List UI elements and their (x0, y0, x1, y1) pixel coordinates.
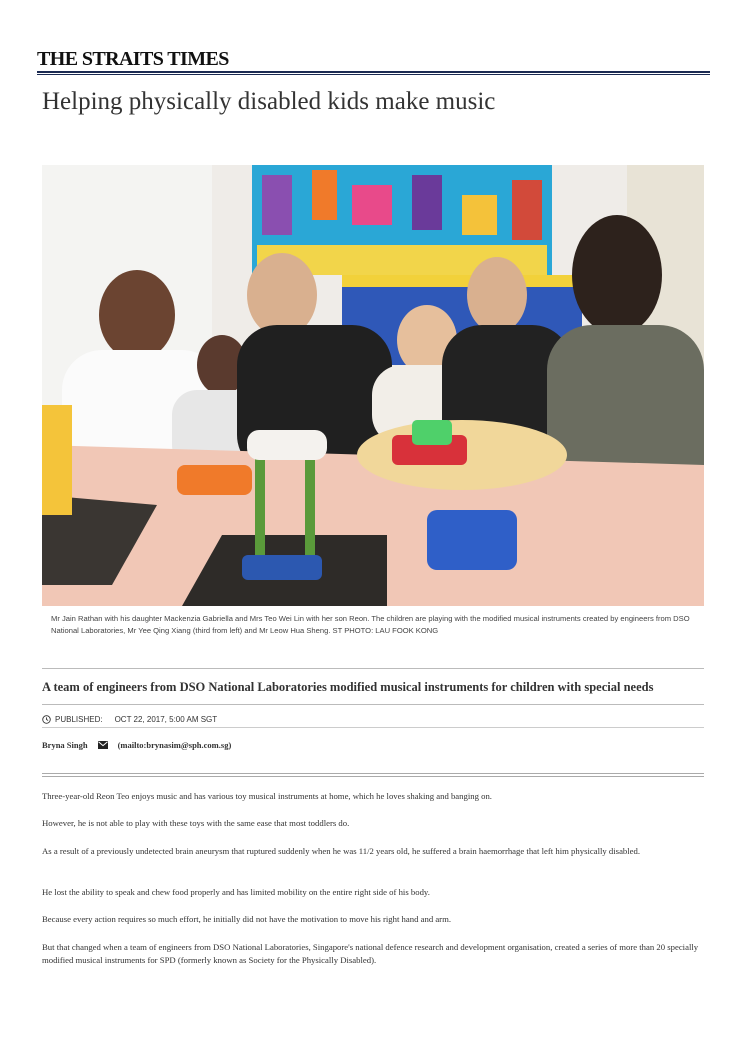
photo-caption: Mr Jain Rathan with his daughter Mackenzia Gabriella and Mrs Teo Wei Lin with her son Reon. The children are playing with the modified musical instruments created by engineers from DSO National Laboratories, Mr Yee Qing Xiang (third from left) and Mr Leow Hua Sheng. ST PHOTO: LAU FOOK KONG (51, 614, 690, 635)
clock-icon (42, 715, 51, 724)
author-email-link[interactable]: (mailto:brynasim@sph.com.sg) (117, 740, 232, 750)
article-headline: Helping physically disabled kids make music (42, 88, 496, 115)
article-standfirst: A team of engineers from DSO National Laboratories modified musical instruments for children with special needs (42, 680, 654, 694)
body-paragraph: But that changed when a team of engineers from DSO National Laboratories, Singapore's national defence research and development organisation, created a series of more than 20 specially modified musical instruments for SPD (formerly known as Society for the Physically Disabled). (42, 942, 699, 965)
divider (42, 704, 704, 705)
author-name[interactable]: Bryna Singh (42, 740, 88, 750)
body-paragraph: However, he is not able to play with these toys with the same ease that most toddlers do. (42, 818, 350, 828)
masthead: THE STRAITS TIMES (37, 48, 229, 70)
body-paragraph: He lost the ability to speak and chew food properly and has limited mobility on the entire right side of his body. (42, 887, 430, 897)
byline (42, 740, 231, 750)
section-rule (42, 776, 704, 777)
published-line (42, 715, 217, 724)
body-paragraph: As a result of a previously undetected brain aneurysm that ruptured suddenly when he was 11/2 years old, he suffered a brain haemorrhage that left him physically disabled. (42, 846, 641, 856)
article-photo (42, 165, 704, 606)
divider (42, 668, 704, 669)
body-paragraph: Three-year-old Reon Teo enjoys music and has various toy musical instruments at home, which he loves shaking and banging on. (42, 791, 492, 801)
masthead-rule (37, 71, 710, 73)
section-rule (42, 773, 704, 774)
mail-icon[interactable] (98, 741, 108, 749)
published-date: OCT 22, 2017, 5:00 AM SGT (114, 715, 218, 724)
published-label: PUBLISHED: (55, 715, 103, 724)
masthead-rule-thin (37, 74, 710, 75)
body-paragraph: Because every action requires so much effort, he initially did not have the motivation to move his right hand and arm. (42, 914, 452, 924)
divider (42, 727, 704, 728)
